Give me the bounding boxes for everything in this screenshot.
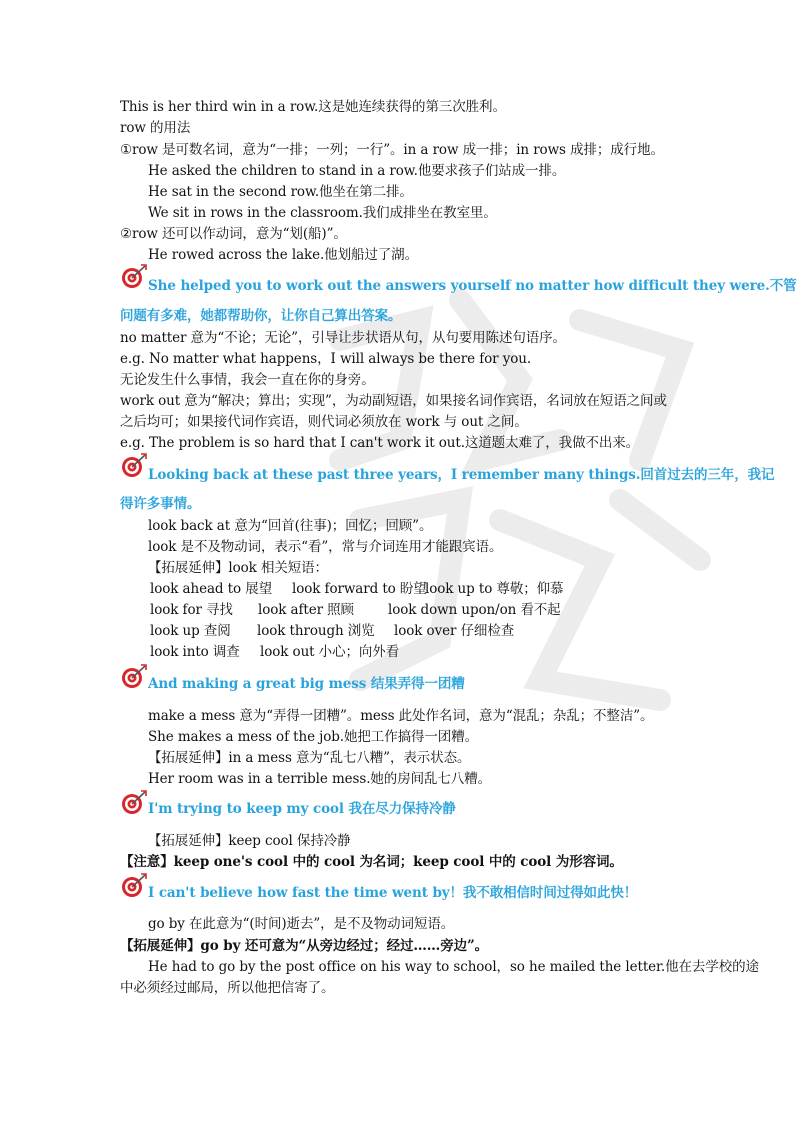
text-line: He rowed across the lake.他划船过了湖。 xyxy=(148,247,418,263)
text-line: no matter 意为“不论；无论”，引导让步状语从句，从句要用陈述句语序。 xyxy=(120,330,566,346)
text-line: 中必须经过邮局，所以他把信寄了。 xyxy=(120,980,335,996)
phrase: look up to 尊敬；仰慕 xyxy=(425,581,564,597)
section-heading: Looking back at these past three years，I remember many things.回首过去的三年，我记 xyxy=(148,467,775,483)
phrase: look forward to 盼望 xyxy=(292,581,427,597)
section-heading: I can't believe how fast the time went by！我不敢相信时间过得如此快！ xyxy=(148,885,638,901)
text-line: This is her third win in a row.这是她连续获得的第三次胜利。 xyxy=(120,99,506,115)
note-line: 【注意】keep one's cool 中的 cool 为名词；keep cool 中的 cool 为形容词。 xyxy=(120,854,623,870)
target-icon xyxy=(121,664,147,690)
section-heading: I'm trying to keep my cool 我在尽力保持冷静 xyxy=(148,801,456,817)
text-line: 无论发生什么事情，我会一直在你的身旁。 xyxy=(120,372,375,388)
text-line: make a mess 意为“弄得一团糟”。mess 此处作名词，意为“混乱；杂乱；不整洁”。 xyxy=(148,708,654,724)
text-line: We sit in rows in the classroom.我们成排坐在教室里。 xyxy=(148,205,497,221)
text-line: 【拓展延伸】keep cool 保持冷静 xyxy=(148,833,351,849)
section-heading-cont: 问题有多难，她都帮助你，让你自己算出答案。 xyxy=(120,308,402,324)
note-line: 【拓展延伸】go by 还可意为“从旁边经过；经过……旁边”。 xyxy=(120,938,489,954)
section-heading: She helped you to work out the answers yourself no matter how difficult they were.不管 xyxy=(148,278,797,294)
phrase: look up 查阅 xyxy=(150,623,231,639)
text-line: She makes a mess of the job.她把工作搞得一团糟。 xyxy=(148,729,479,745)
phrase: look over 仔细检查 xyxy=(394,623,515,639)
text-line: 【拓展延伸】in a mess 意为“乱七八糟”，表示状态。 xyxy=(148,750,471,766)
text-line: He had to go by the post office on his way to school，so he mailed the letter.他在去学校的途 xyxy=(148,959,759,975)
phrase: look into 调查 xyxy=(150,644,240,660)
text-line: e.g. No matter what happens，I will always be there for you. xyxy=(120,351,532,367)
target-icon xyxy=(121,264,147,290)
text-line: He asked the children to stand in a row.他要求孩子们站成一排。 xyxy=(148,163,566,179)
text-line: ②row 还可以作动词，意为“划(船)”。 xyxy=(120,226,347,242)
phrase: look out 小心；向外看 xyxy=(260,644,400,660)
phrase: look down upon/on 看不起 xyxy=(388,602,561,618)
target-icon xyxy=(121,790,147,816)
target-icon xyxy=(121,453,147,479)
text-line: 【拓展延伸】look 相关短语： xyxy=(148,560,328,576)
text-line: look back at 意为“回首(往事)；回忆；回顾”。 xyxy=(148,518,433,534)
phrase: look ahead to 展望 xyxy=(150,581,273,597)
text-line: e.g. The problem is so hard that I can't work it out.这道题太难了，我做不出来。 xyxy=(120,435,640,451)
text-line: Her room was in a terrible mess.她的房间乱七八糟。 xyxy=(148,771,491,787)
text-line: look 是不及物动词，表示“看”，常与介词连用才能跟宾语。 xyxy=(148,539,503,555)
text-line: He sat in the second row.他坐在第二排。 xyxy=(148,184,413,200)
phrase: look through 浏览 xyxy=(257,623,375,639)
section-heading-cont: 得许多事情。 xyxy=(120,496,201,512)
target-icon xyxy=(121,873,147,899)
text-line: ①row 是可数名词，意为“一排；一列；一行”。in a row 成一排；in rows 成排；成行地。 xyxy=(120,142,664,158)
phrase: look after 照顾 xyxy=(258,602,354,618)
phrase: look for 寻找 xyxy=(150,602,233,618)
text-line: 之后均可；如果接代词作宾语，则代词必须放在 work 与 out 之间。 xyxy=(120,414,528,430)
section-heading: And making a great big mess 结果弄得一团糟 xyxy=(148,676,465,692)
text-line: go by 在此意为“(时间)逝去”，是不及物动词短语。 xyxy=(148,916,455,932)
text-line: row 的用法 xyxy=(120,120,191,136)
text-line: work out 意为“解决；算出；实现”，为动副短语，如果接名词作宾语，名词放在短语之间或 xyxy=(120,393,667,409)
